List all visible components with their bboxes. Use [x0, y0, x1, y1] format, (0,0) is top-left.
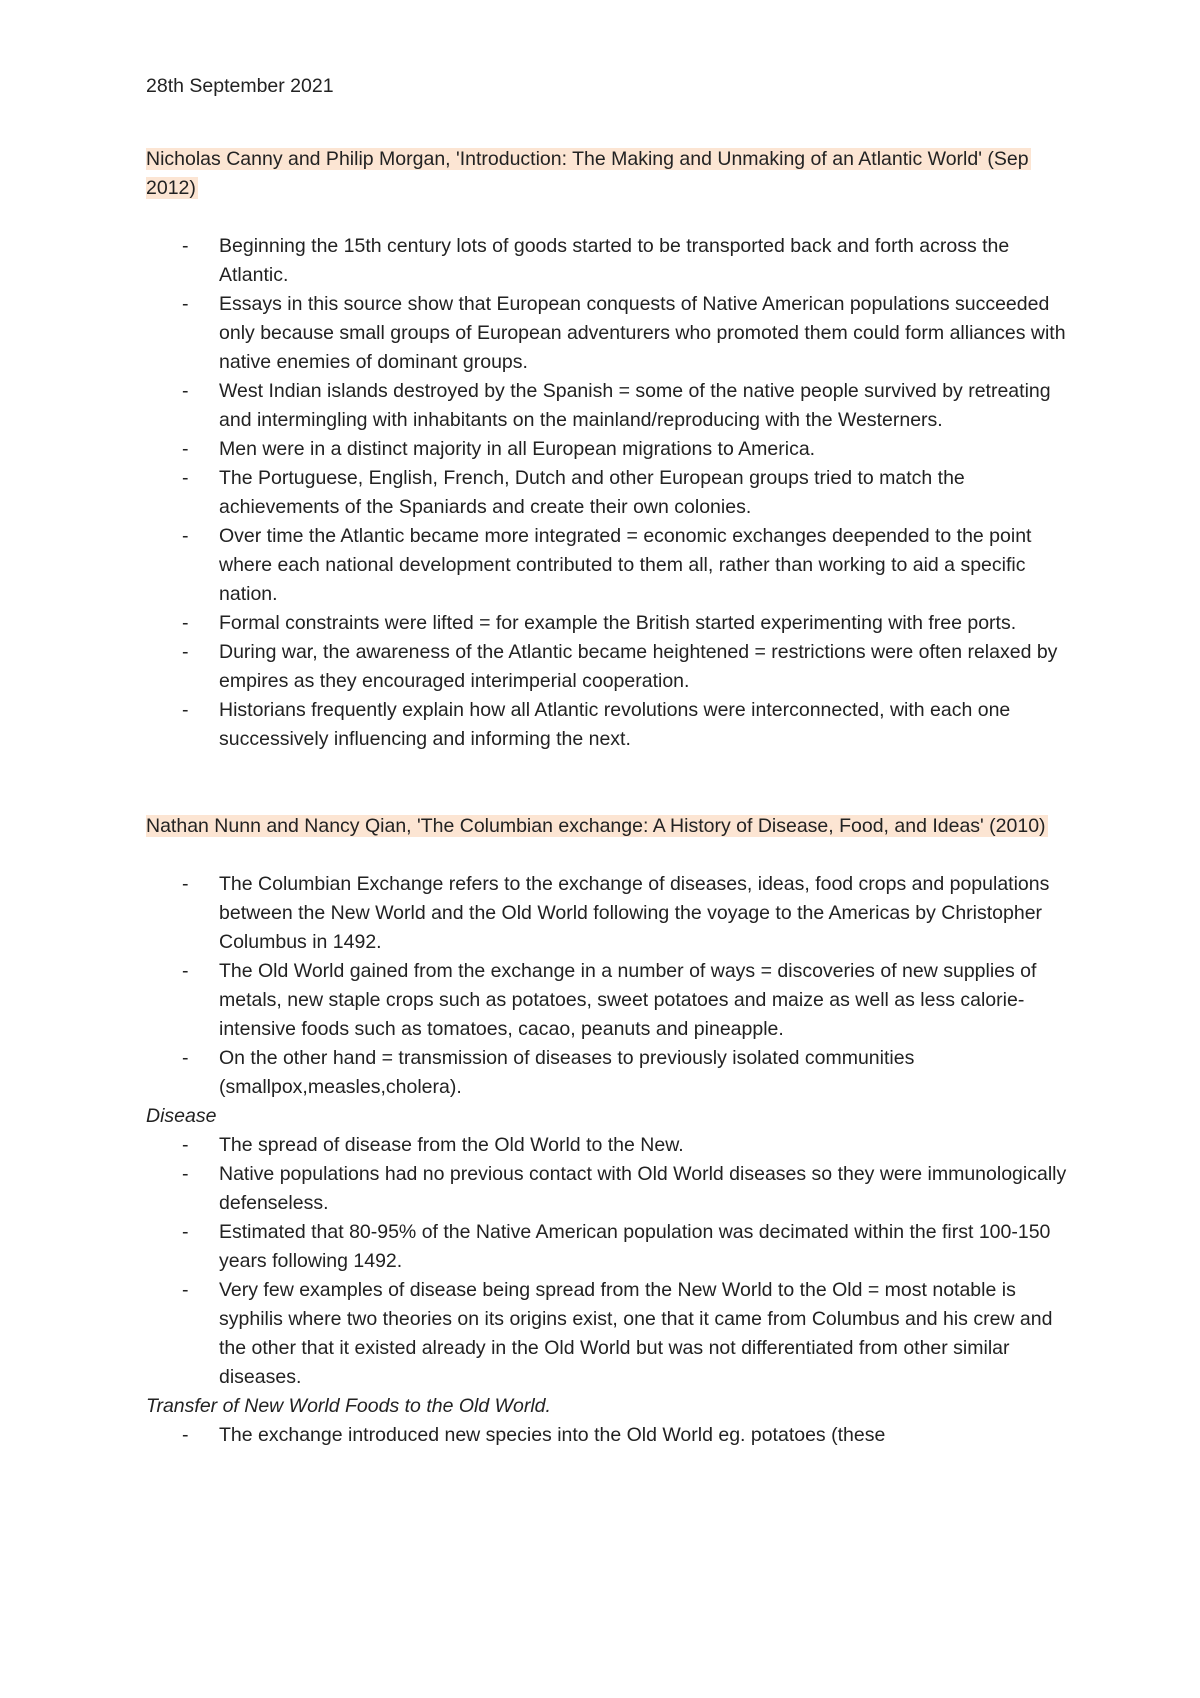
foods-subheading: Transfer of New World Foods to the Old World.	[146, 1395, 551, 1417]
list-item: - Beginning the 15th century lots of goods started to be transported back and forth across the Atlantic.	[146, 232, 1080, 290]
document-date: 28th September 2021	[146, 75, 334, 97]
disease-subheading: Disease	[146, 1105, 217, 1127]
spacer	[146, 841, 1080, 870]
list-item: - West Indian islands destroyed by the Spanish = some of the native people survived by retreating and intermingling with inhabitants on the mainland/reproducing with the Westerners.	[146, 377, 1080, 435]
list-item: - Over time the Atlantic became more integrated = economic exchanges deepended to the point where each national development contributed to them all, rather than working to aid a specific nation.	[146, 522, 1080, 609]
list-item: - The exchange introduced new species into the Old World eg. potatoes (these	[146, 1421, 1080, 1450]
list-item: - The Columbian Exchange refers to the exchange of diseases, ideas, food crops and populations between the New World and the Old World following the voyage to the Americas by Christopher Columbus in 1492.	[146, 870, 1080, 957]
list-item: - During war, the awareness of the Atlantic became heightened = restrictions were often relaxed by empires as they encouraged interimperial cooperation.	[146, 638, 1080, 696]
spacer	[146, 203, 1080, 232]
list-item: - Estimated that 80-95% of the Native American population was decimated within the first 100-150 years following 1492.	[146, 1218, 1080, 1276]
list-item: - The spread of disease from the Old World to the New.	[146, 1131, 1080, 1160]
list-item: - On the other hand = transmission of diseases to previously isolated communities (smallpox,measles,cholera).	[146, 1044, 1080, 1102]
section2-bullet-list	[146, 870, 1080, 1102]
list-item: - Formal constraints were lifted = for example the British started experimenting with free ports.	[146, 609, 1080, 638]
disease-bullet-list	[146, 1131, 1080, 1392]
section1-heading	[146, 145, 1080, 203]
list-item: - Historians frequently explain how all Atlantic revolutions were interconnected, with each one successively influencing and informing the next.	[146, 696, 1080, 754]
list-item: - Essays in this source show that European conquests of Native American populations succeeded only because small groups of European adventurers who promoted them could form alliances with native enemies of dominant groups.	[146, 290, 1080, 377]
section1-bullet-list	[146, 232, 1080, 754]
section2-heading	[146, 812, 1080, 841]
list-item: - The Old World gained from the exchange in a number of ways = discoveries of new supplies of metals, new staple crops such as potatoes, sweet potatoes and maize as well as less calorie-intensive foods such as tomatoes, cacao, peanuts and pineapple.	[146, 957, 1080, 1044]
list-item: - The Portuguese, English, French, Dutch and other European groups tried to match the achievements of the Spaniards and create their own colonies.	[146, 464, 1080, 522]
section1-heading-text: Nicholas Canny and Philip Morgan, 'Introduction: The Making and Unmaking of an Atlantic World' (Sep 2012)	[146, 148, 1029, 199]
list-item: - Native populations had no previous contact with Old World diseases so they were immunologically defenseless.	[146, 1160, 1080, 1218]
foods-bullet-list	[146, 1421, 1080, 1450]
list-item: - Men were in a distinct majority in all European migrations to America.	[146, 435, 1080, 464]
section2-heading-text: Nathan Nunn and Nancy Qian, 'The Columbian exchange: A History of Disease, Food, and Ideas' (2010)	[146, 815, 1046, 837]
list-item: - Very few examples of disease being spread from the New World to the Old = most notable is syphilis where two theories on its origins exist, one that it came from Columbus and his crew and the other that it existed already in the Old World but was not differentiated from other similar diseases.	[146, 1276, 1080, 1392]
